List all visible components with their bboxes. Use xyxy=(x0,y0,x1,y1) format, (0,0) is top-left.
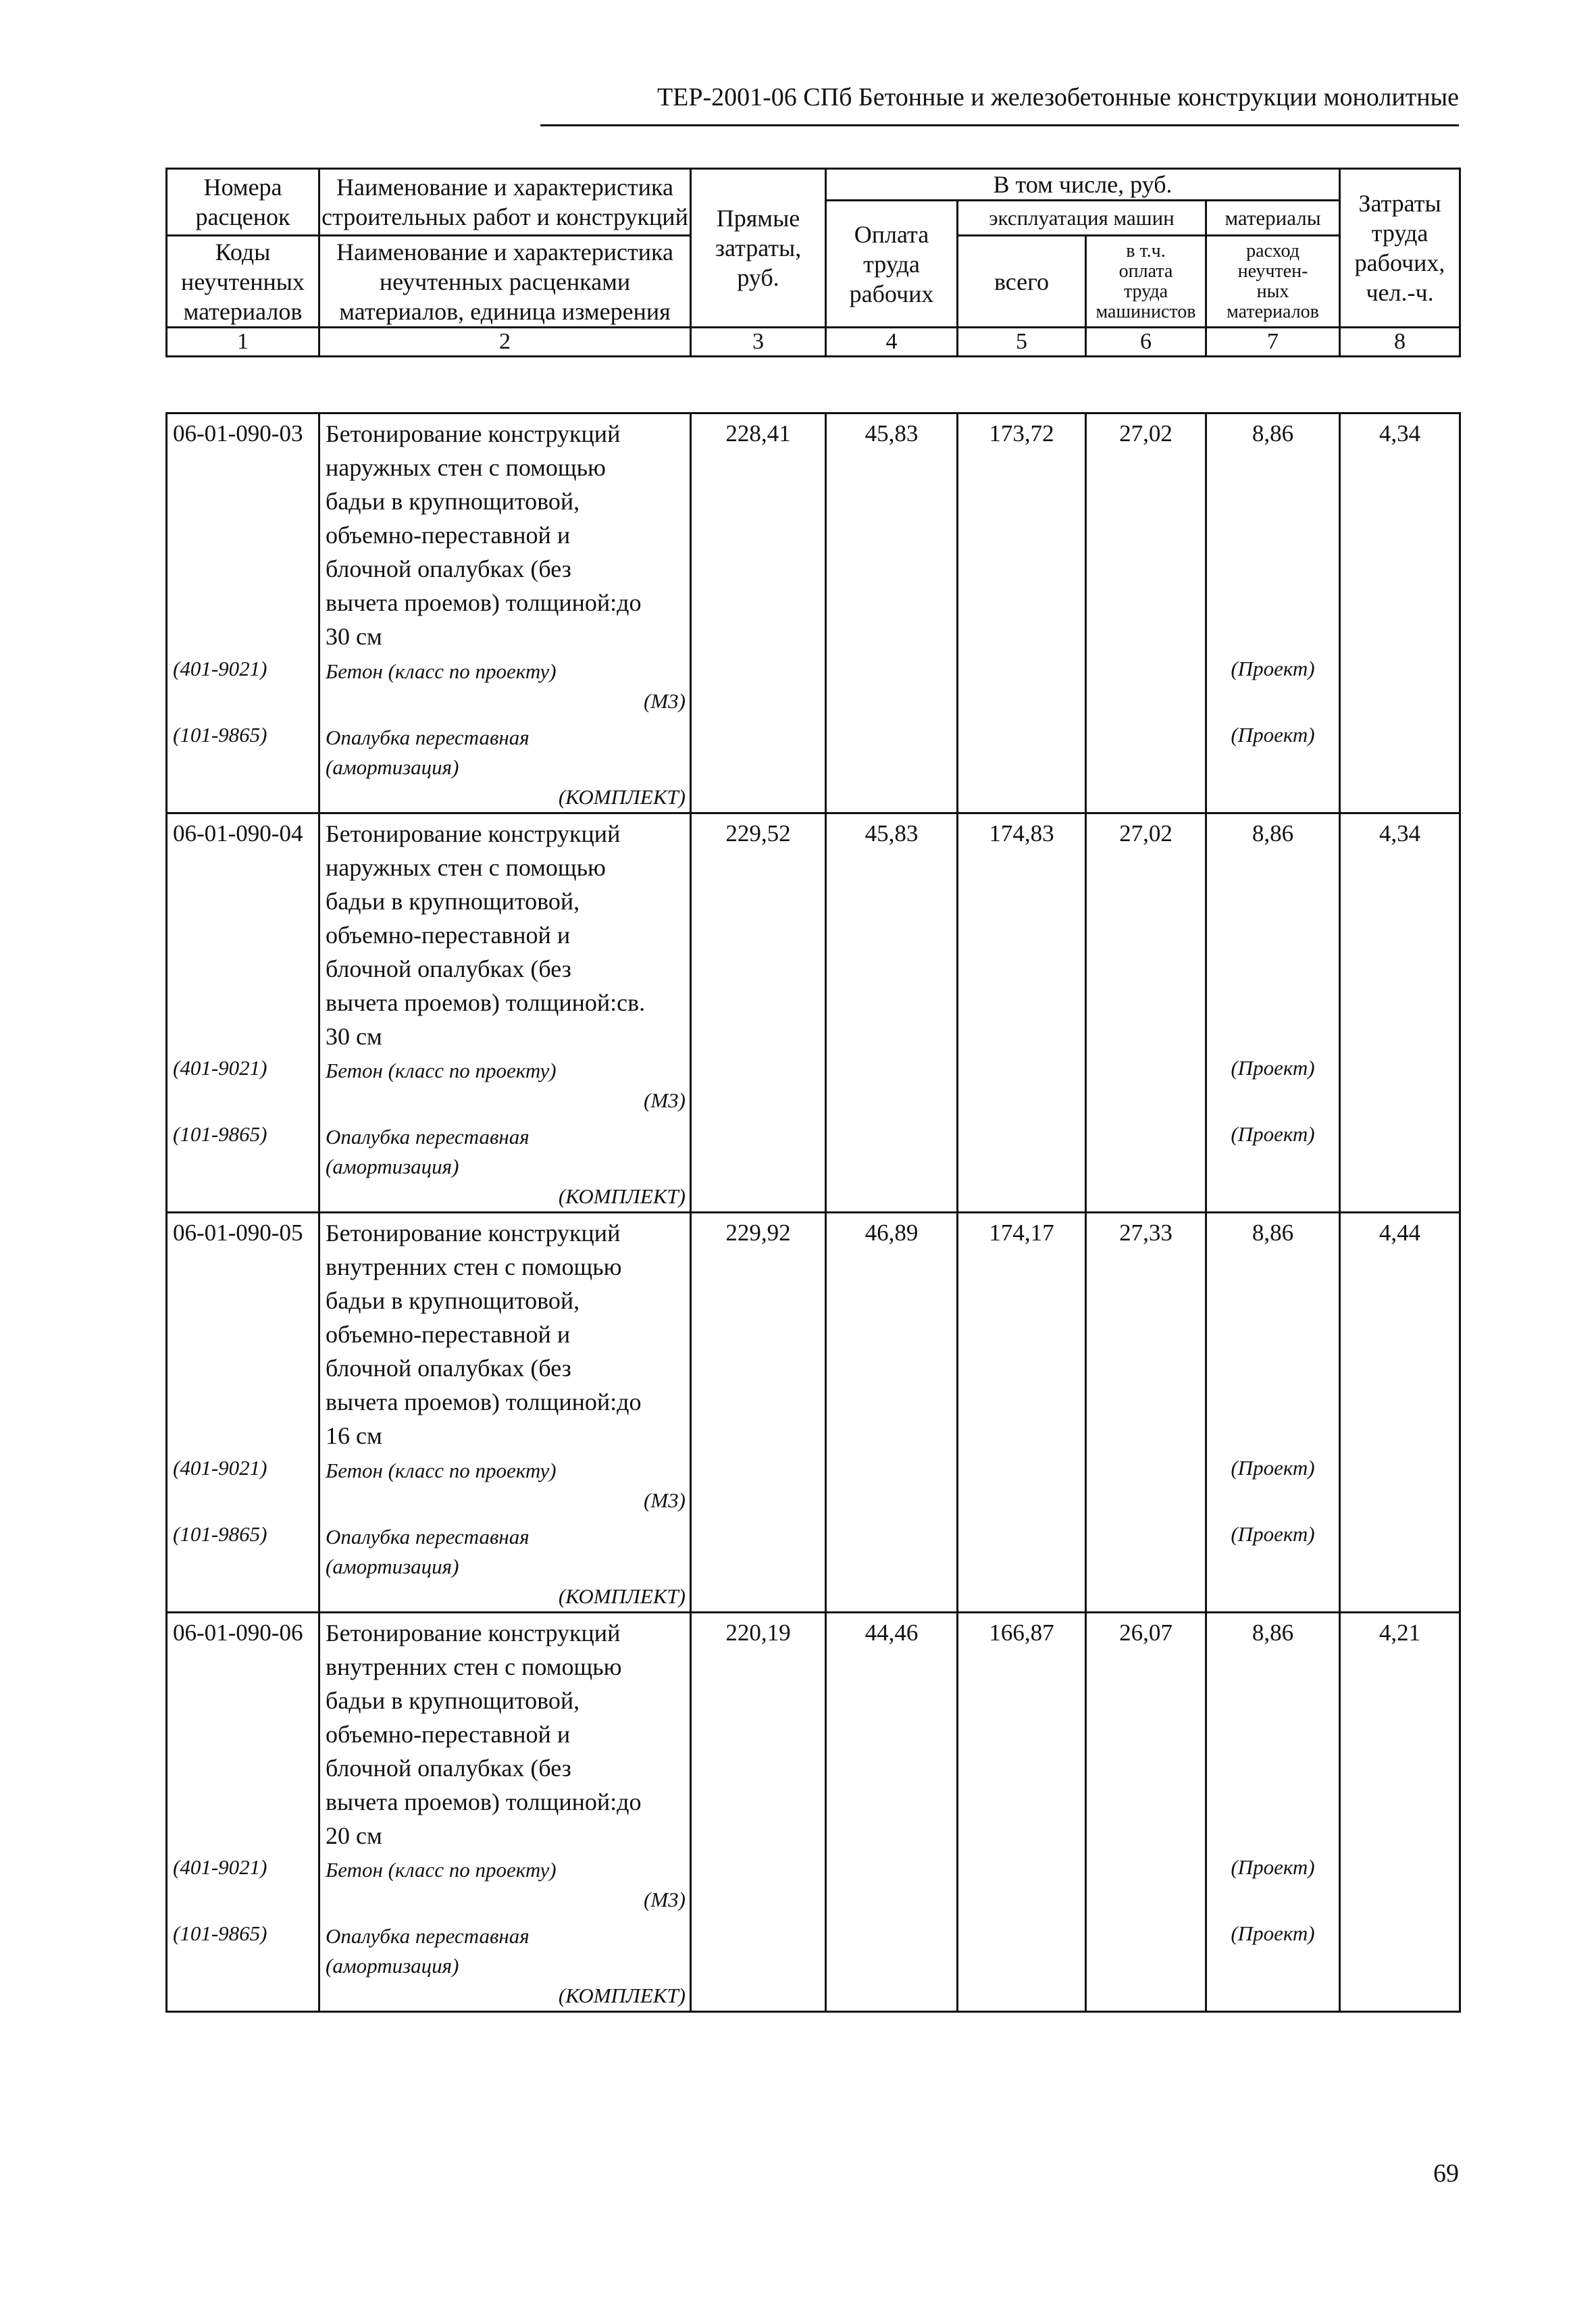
labor-pay-value: 45,83 xyxy=(826,813,958,1056)
machines-total-value: 174,17 xyxy=(958,1213,1086,1456)
header-col-number: 8 xyxy=(1340,328,1460,357)
table-row xyxy=(167,413,1460,657)
direct-costs-value: 229,92 xyxy=(691,1213,826,1456)
materials-value: 8,86 xyxy=(1206,813,1340,1056)
labor-pay-value: 44,46 xyxy=(826,1612,958,1855)
header-machines-total: всего xyxy=(958,236,1086,328)
header-materials: материалы xyxy=(1206,201,1340,236)
material-code: (101-9865) xyxy=(167,1921,319,2012)
material-row xyxy=(167,657,1460,723)
materials-value: 8,86 xyxy=(1206,1213,1340,1456)
material-name: Бетон (класс по проекту) (М3) xyxy=(319,1855,691,1921)
material-value: (Проект) xyxy=(1206,1056,1340,1122)
material-unit: (КОМПЛЕКТ) xyxy=(558,1184,686,1208)
machines-total-value: 174,83 xyxy=(958,813,1086,1056)
rate-description: Бетонирование конструкций внутренних стен с помощью бадьи в крупнощитовой, объемно-переставной и блочной опалубках (без вычета проемов) толщиной:до 16 см xyxy=(319,1213,691,1456)
material-row xyxy=(167,1522,1460,1613)
header-col-number: 2 xyxy=(319,328,691,357)
direct-costs-value: 220,19 xyxy=(691,1612,826,1855)
material-code: (401-9021) xyxy=(167,657,319,723)
table-row xyxy=(167,1213,1460,1456)
header-unrated-codes: Коды неучтенных материалов xyxy=(167,236,319,328)
material-value: (Проект) xyxy=(1206,723,1340,813)
material-code: (101-9865) xyxy=(167,1522,319,1613)
header-material-name: Наименование и характеристика неучтенных расценками материалов, единица измерения xyxy=(319,236,691,328)
header-direct-costs: Прямые затраты, руб. xyxy=(691,169,826,328)
materials-value: 8,86 xyxy=(1206,1612,1340,1855)
table-row xyxy=(167,813,1460,1056)
machinists-pay-value: 26,07 xyxy=(1086,1612,1206,1855)
rates-table xyxy=(165,412,1461,2013)
header-col-number: 7 xyxy=(1206,328,1340,357)
material-value: (Проект) xyxy=(1206,1522,1340,1613)
page-number: 69 xyxy=(1433,2159,1459,2188)
material-unit: (КОМПЛЕКТ) xyxy=(558,784,686,809)
header-col-number: 1 xyxy=(167,328,319,357)
header-col-number: 3 xyxy=(691,328,826,357)
direct-costs-value: 229,52 xyxy=(691,813,826,1056)
labor-hours-value: 4,34 xyxy=(1340,413,1460,657)
material-value: (Проект) xyxy=(1206,1122,1340,1213)
material-unit: (КОМПЛЕКТ) xyxy=(558,1984,686,2007)
material-name: Опалубка переставная (амортизация) (КОМПЛЕКТ) xyxy=(319,723,691,813)
machinists-pay-value: 27,33 xyxy=(1086,1213,1206,1456)
machines-total-value: 166,87 xyxy=(958,1612,1086,1855)
material-row xyxy=(167,1921,1460,2012)
rate-code: 06-01-090-05 xyxy=(167,1213,319,1456)
rate-code: 06-01-090-04 xyxy=(167,813,319,1056)
material-value: (Проект) xyxy=(1206,1456,1340,1522)
labor-pay-value: 45,83 xyxy=(826,413,958,657)
material-row xyxy=(167,1456,1460,1522)
header-labor-pay: Оплата труда рабочих xyxy=(826,201,958,328)
material-code: (401-9021) xyxy=(167,1056,319,1122)
page-header-title: ТЕР-2001-06 СПб Бетонные и железобетонные конструкции монолитные xyxy=(657,83,1459,111)
labor-hours-value: 4,44 xyxy=(1340,1213,1460,1456)
material-unit: (КОМПЛЕКТ) xyxy=(558,1584,686,1608)
header-machinists-pay: в т.ч. оплата труда машинистов xyxy=(1086,236,1206,328)
rate-code: 06-01-090-03 xyxy=(167,413,319,657)
material-unit: (М3) xyxy=(644,1088,686,1112)
header-col-number: 6 xyxy=(1086,328,1206,357)
material-name: Бетон (класс по проекту) (М3) xyxy=(319,657,691,723)
rate-description: Бетонирование конструкций внутренних стен с помощью бадьи в крупнощитовой, объемно-переставной и блочной опалубках (без вычета проемов) толщиной:до 20 см xyxy=(319,1612,691,1855)
header-rule xyxy=(540,124,1459,126)
header-col-number: 5 xyxy=(958,328,1086,357)
header-work-name: Наименование и характеристика строительных работ и конструкций xyxy=(319,169,691,236)
material-value: (Проект) xyxy=(1206,657,1340,723)
header-col-number: 4 xyxy=(826,328,958,357)
header-machines: эксплуатация машин xyxy=(958,201,1206,236)
header-group-including: В том числе, руб. xyxy=(826,169,1340,201)
rate-description: Бетонирование конструкций наружных стен с помощью бадьи в крупнощитовой, объемно-переставной и блочной опалубках (без вычета проемов) толщиной:св. 30 см xyxy=(319,813,691,1056)
material-value: (Проект) xyxy=(1206,1921,1340,2012)
material-row xyxy=(167,723,1460,813)
material-code: (101-9865) xyxy=(167,1122,319,1213)
material-name: Опалубка переставная (амортизация) (КОМПЛЕКТ) xyxy=(319,1921,691,2012)
material-name: Опалубка переставная (амортизация) (КОМПЛЕКТ) xyxy=(319,1522,691,1613)
material-value: (Проект) xyxy=(1206,1855,1340,1921)
material-name: Опалубка переставная (амортизация) (КОМПЛЕКТ) xyxy=(319,1122,691,1213)
labor-hours-value: 4,34 xyxy=(1340,813,1460,1056)
material-code: (101-9865) xyxy=(167,723,319,813)
machinists-pay-value: 27,02 xyxy=(1086,813,1206,1056)
material-code: (401-9021) xyxy=(167,1855,319,1921)
header-labor-hours: Затраты труда рабочих, чел.-ч. xyxy=(1340,169,1460,328)
header-rate-numbers: Номера расценок xyxy=(167,169,319,236)
material-row xyxy=(167,1056,1460,1122)
table-row xyxy=(167,1612,1460,1855)
labor-hours-value: 4,21 xyxy=(1340,1612,1460,1855)
materials-value: 8,86 xyxy=(1206,413,1340,657)
labor-pay-value: 46,89 xyxy=(826,1213,958,1456)
material-row xyxy=(167,1122,1460,1213)
material-unit: (М3) xyxy=(644,688,686,713)
material-name: Бетон (класс по проекту) (М3) xyxy=(319,1456,691,1522)
material-code: (401-9021) xyxy=(167,1456,319,1522)
material-name: Бетон (класс по проекту) (М3) xyxy=(319,1056,691,1122)
material-unit: (М3) xyxy=(644,1888,686,1911)
header-unrated-materials: расход неучтен- ных материалов xyxy=(1206,236,1340,328)
machinists-pay-value: 27,02 xyxy=(1086,413,1206,657)
rate-code: 06-01-090-06 xyxy=(167,1612,319,1855)
direct-costs-value: 228,41 xyxy=(691,413,826,657)
machines-total-value: 173,72 xyxy=(958,413,1086,657)
rate-description: Бетонирование конструкций наружных стен с помощью бадьи в крупнощитовой, объемно-переставной и блочной опалубках (без вычета проемов) толщиной:до 30 см xyxy=(319,413,691,657)
material-row xyxy=(167,1855,1460,1921)
table-header xyxy=(165,168,1461,357)
material-unit: (М3) xyxy=(644,1488,686,1512)
